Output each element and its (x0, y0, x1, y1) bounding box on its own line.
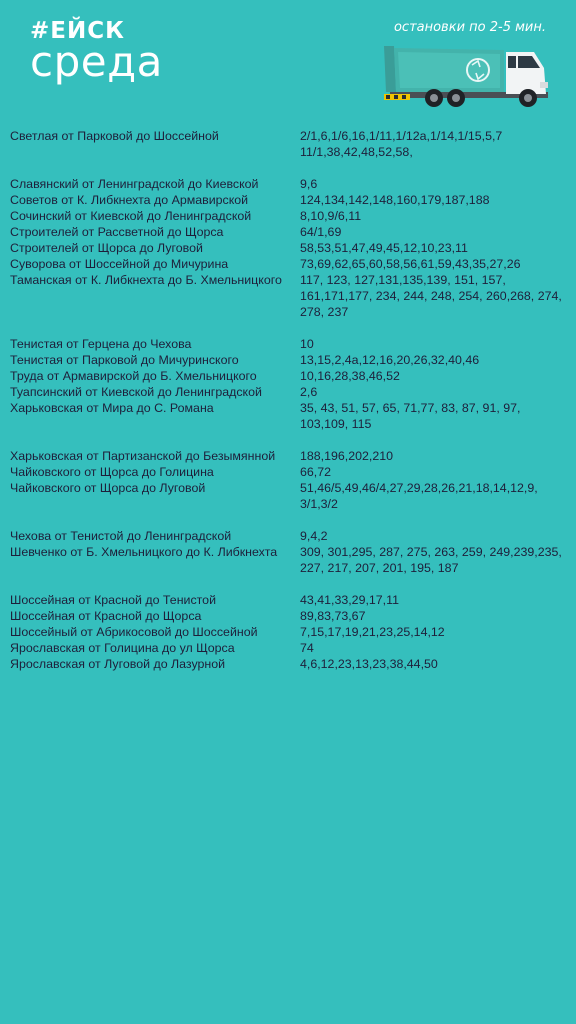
house-numbers: 73,69,62,65,60,58,56,61,59,43,35,27,26 (300, 257, 521, 271)
street-name: Ярославская от Голицина до ул Щорса (10, 641, 235, 655)
schedule-row (10, 448, 566, 464)
house-numbers: 4,6,12,23,13,23,38,44,50 (300, 657, 438, 671)
street-name: Харьковская от Партизанской до Безымянной (10, 449, 276, 463)
house-numbers: 2,6 (300, 385, 318, 399)
schedule-row (10, 272, 566, 320)
stops-note: остановки по 2-5 мин. (393, 20, 546, 35)
house-numbers: 13,15,2,4а,12,16,20,26,32,40,46 (300, 353, 480, 367)
schedule-row (10, 400, 566, 432)
schedule-row (10, 224, 566, 240)
schedule-row (10, 176, 566, 192)
schedule-row (10, 240, 566, 256)
house-numbers: 51,46/5,49,46/4,27,29,28,26,21,18,14,12,9, 3/1,3/2 (300, 481, 538, 511)
schedule-row (10, 624, 566, 640)
house-numbers: 2/1,6,1/6,16,1/11,1/12а,1/14,1/15,5,7 11/1,38,42,48,52,58, (300, 129, 503, 159)
house-numbers: 188,196,202,210 (300, 449, 394, 463)
brand-hashtag: #ЕЙСК (30, 18, 125, 44)
schedule-row (10, 384, 566, 400)
street-name: Сочинский от Киевской до Ленинградской (10, 209, 252, 223)
house-numbers: 124,134,142,148,160,179,187,188 (300, 193, 490, 207)
street-name: Труда от Армавирской до Б. Хмельницкого (10, 369, 257, 383)
street-name: Чайковского от Щорса до Луговой (10, 481, 206, 495)
street-name: Шоссейная от Красной до Тенистой (10, 593, 216, 607)
schedule-row (10, 592, 566, 608)
street-name: Шоссейный от Абрикосовой до Шоссейной (10, 625, 258, 639)
garbage-truck-icon (384, 38, 554, 110)
schedule-row (10, 640, 566, 656)
house-numbers: 10 (300, 337, 314, 351)
street-name: Туапсинский от Киевской до Ленинградской (10, 385, 262, 399)
street-name: Строителей от Рассветной до Щорса (10, 225, 224, 239)
schedule-row (10, 528, 566, 544)
house-numbers: 10,16,28,38,46,52 (300, 369, 400, 383)
house-numbers: 9,6 (300, 177, 318, 191)
schedule-row (10, 464, 566, 480)
house-numbers: 7,15,17,19,21,23,25,14,12 (300, 625, 445, 639)
house-numbers: 43,41,33,29,17,11 (300, 593, 399, 607)
street-name: Суворова от Шоссейной до Мичурина (10, 257, 229, 271)
house-numbers: 35, 43, 51, 57, 65, 71,77, 83, 87, 91, 97, 103,109, 115 (300, 401, 521, 431)
house-numbers: 64/1,69 (300, 225, 342, 239)
house-numbers: 66,72 (300, 465, 332, 479)
house-numbers: 58,53,51,47,49,45,12,10,23,11 (300, 241, 468, 255)
street-name: Советов от К. Либкнехта до Армавирской (10, 193, 249, 207)
street-name: Тенистая от Парковой до Мичуринского (10, 353, 239, 367)
street-name: Харьковская от Мира до С. Романа (10, 401, 214, 415)
schedule-row (10, 208, 566, 224)
schedule-row (10, 368, 566, 384)
street-name: Тенистая от Герцена до Чехова (10, 337, 192, 351)
brand-title: среда (30, 37, 163, 86)
house-numbers: 89,83,73,67 (300, 609, 366, 623)
street-name: Ярославская от Луговой до Лазурной (10, 657, 226, 671)
schedule-row (10, 544, 566, 576)
street-name: Шевченко от Б. Хмельницкого до К. Либкнехта (10, 545, 278, 559)
street-name: Светлая от Парковой до Шоссейной (10, 129, 219, 143)
house-numbers: 9,4,2 (300, 529, 328, 543)
house-numbers: 309, 301,295, 287, 275, 263, 259, 249,239,235, 227, 217, 207, 201, 195, 187 (300, 545, 562, 575)
street-name: Чайковского от Щорса до Голицина (10, 465, 214, 479)
street-name: Чехова от Тенистой до Ленинградской (10, 529, 232, 543)
schedule-row (10, 480, 566, 512)
schedule-row (10, 336, 566, 352)
schedule-row (10, 256, 566, 272)
schedule-row (10, 656, 566, 672)
street-name: Таманская от К. Либкнехта до Б. Хмельницкого (10, 273, 282, 287)
street-name: Строителей от Щорса до Луговой (10, 241, 203, 255)
schedule-row (10, 128, 566, 160)
house-numbers: 74 (300, 641, 314, 655)
house-numbers: 8,10,9/6,11 (300, 209, 362, 223)
street-name: Славянский от Ленинградской до Киевской (10, 177, 259, 191)
schedule-list (10, 128, 566, 672)
brand-logo (30, 18, 163, 84)
street-name: Шоссейная от Красной до Щорса (10, 609, 202, 623)
schedule-row (10, 352, 566, 368)
house-numbers: 117, 123, 127,131,135,139, 151, 157, 161,171,177, 234, 244, 248, 254, 260,268, 274, 278, 237 (300, 273, 562, 319)
schedule-row (10, 608, 566, 624)
schedule-row (10, 192, 566, 208)
